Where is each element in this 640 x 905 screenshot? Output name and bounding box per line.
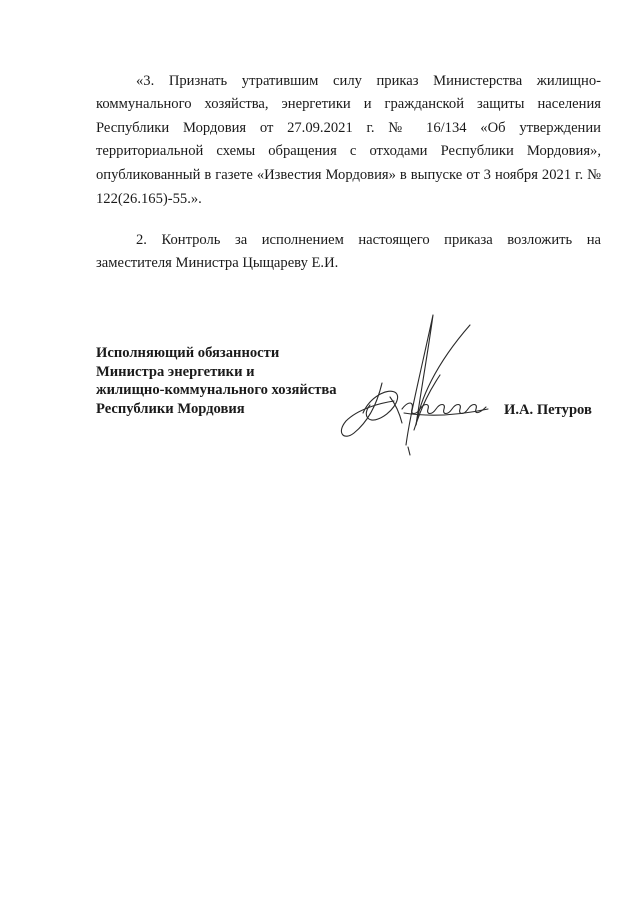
paragraph-repeal-order: «3. Признать утратившим силу приказ Министерства жилищно-коммунального хозяйства, энергетики и гражданской защиты населения Республики Мордовия от 27.09.2021 г. № 16/134 «Об утверждении территориальной схемы обращения с отходами Республики Мордовия», опубликованный в газете «Известия Мордовия» в выпуске от 3 ноября 2021 г. № 122(26.165)-55.». [96, 72, 601, 207]
position-line: Республики Мордовия [96, 400, 245, 417]
position-line: Министра энергетики и [96, 363, 255, 380]
signer-name: И.А. Петуров [504, 402, 592, 418]
paragraph-control-assignment: 2. Контроль за исполнением настоящего приказа возложить на заместителя Министра Цыщареву Е.И. [96, 231, 601, 272]
position-line: Исполняющий обязанности [96, 345, 280, 361]
position-line: жилищно-коммунального хозяйства [96, 382, 337, 398]
signatory-position [96, 344, 337, 418]
handwritten-signature [330, 305, 500, 460]
